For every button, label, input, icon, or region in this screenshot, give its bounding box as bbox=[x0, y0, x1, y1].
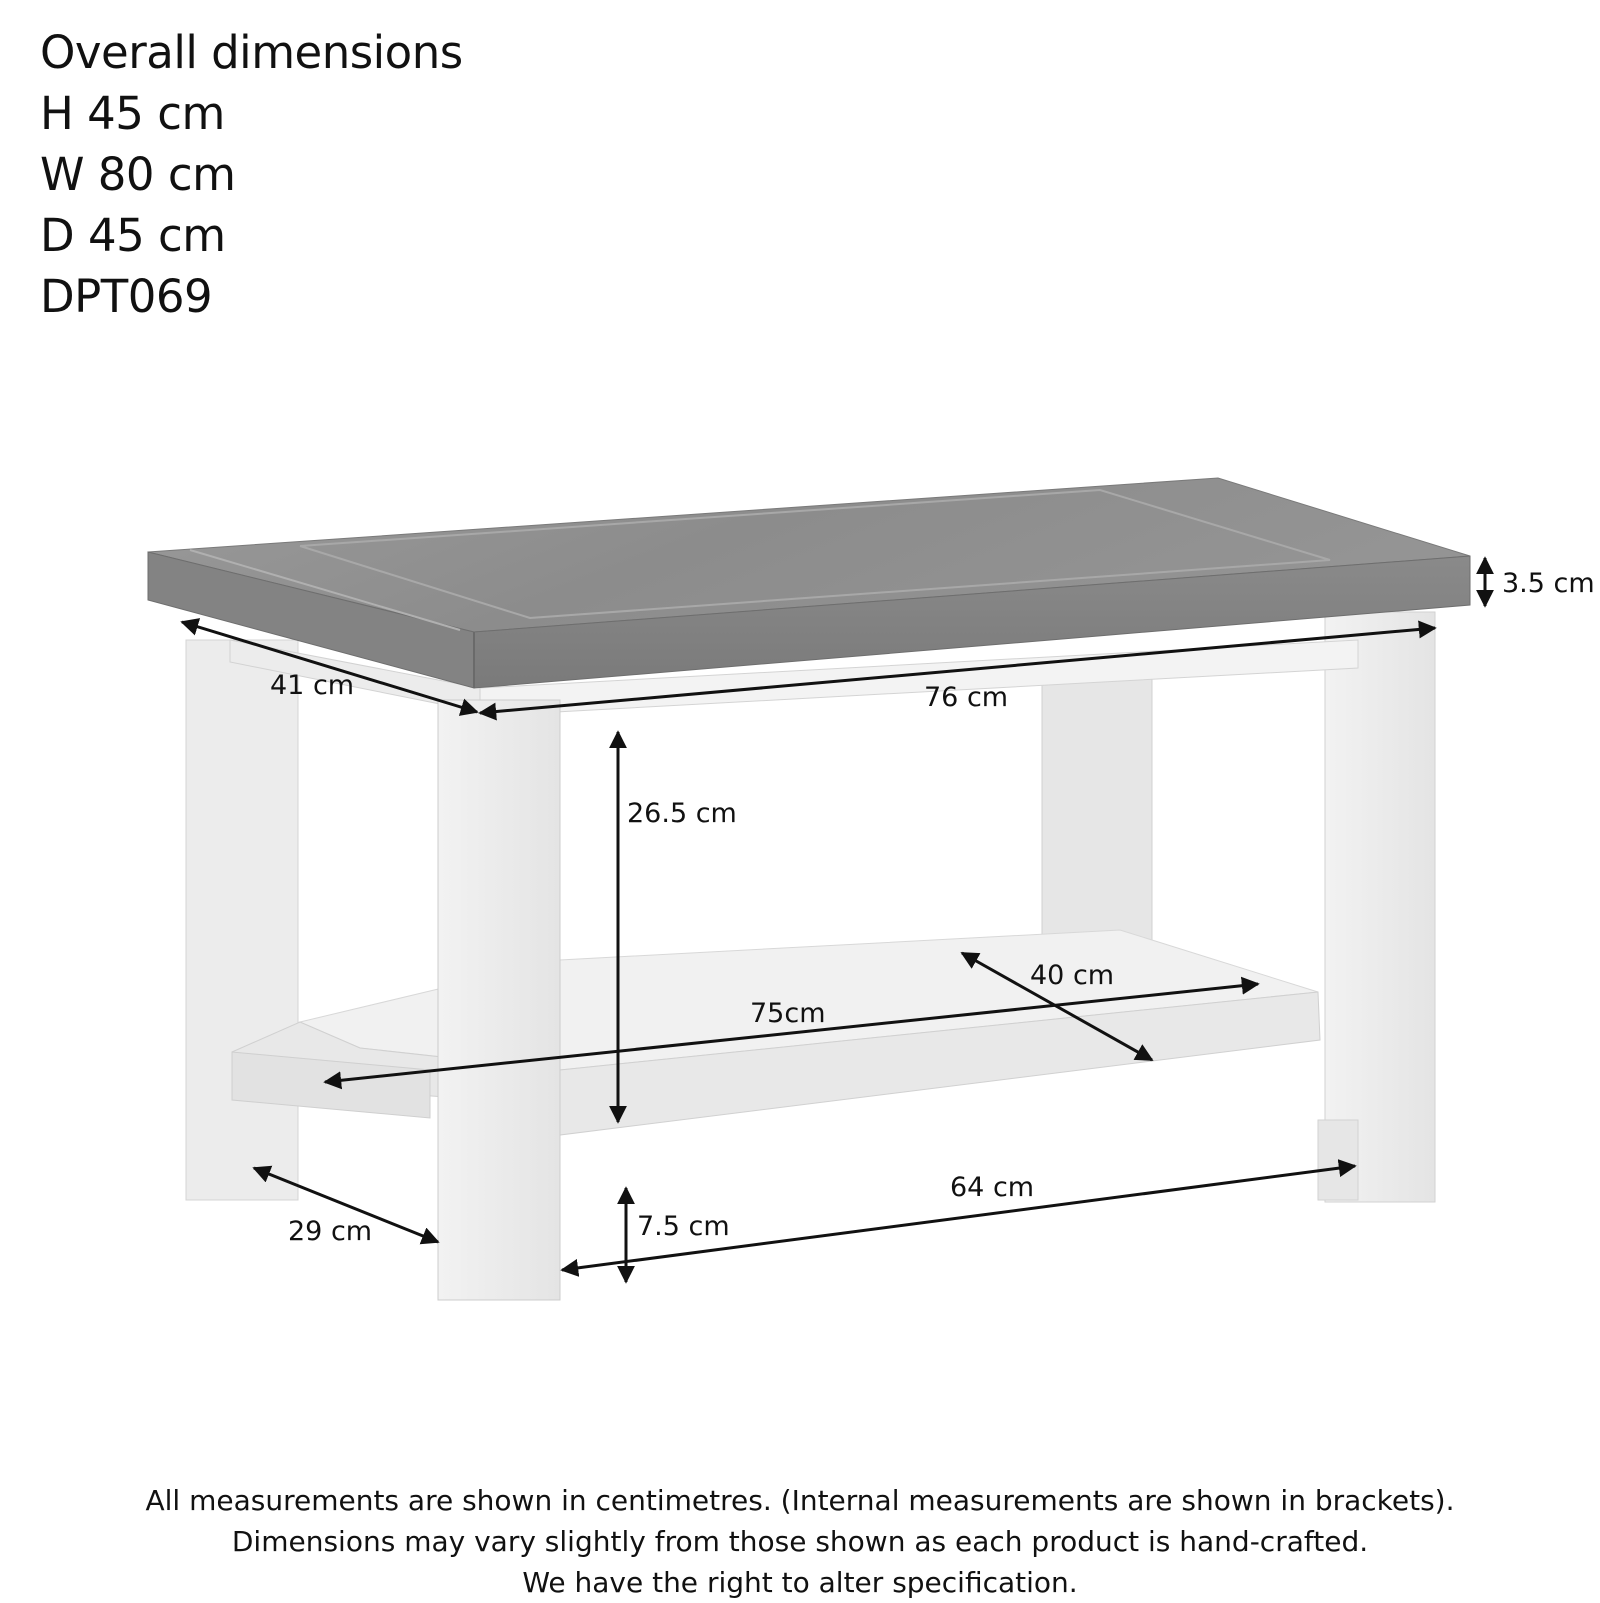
label-leg-depth-span: 29 cm bbox=[288, 1216, 373, 1247]
footer-note-measurements: All measurements are shown in centimetres. (Internal measurements are shown in brackets). bbox=[145, 1484, 1455, 1517]
overall-height: H 45 cm bbox=[40, 87, 225, 140]
label-leg-width-span: 64 cm bbox=[950, 1172, 1035, 1203]
product-code: DPT069 bbox=[40, 270, 213, 323]
back-right-leg bbox=[1042, 660, 1152, 950]
lower-shelf bbox=[232, 930, 1320, 1135]
label-shelf-depth: 40 cm bbox=[1030, 960, 1115, 991]
label-top-depth: 41 cm bbox=[270, 670, 355, 701]
label-ground-clearance: 7.5 cm bbox=[637, 1211, 730, 1242]
overall-width: W 80 cm bbox=[40, 148, 236, 201]
label-shelf-width: 75cm bbox=[750, 998, 826, 1029]
label-top-thickness: 3.5 cm bbox=[1502, 568, 1595, 599]
label-top-width: 76 cm bbox=[924, 682, 1009, 713]
front-left-leg bbox=[438, 700, 560, 1300]
footer-note-handcrafted: Dimensions may vary slightly from those shown as each product is hand-crafted. bbox=[231, 1525, 1369, 1558]
label-shelf-clearance: 26.5 cm bbox=[627, 798, 737, 829]
footer-notes bbox=[0, 1480, 1600, 1603]
back-left-leg bbox=[186, 640, 298, 1200]
overall-depth: D 45 cm bbox=[40, 209, 226, 262]
front-right-leg bbox=[1318, 612, 1435, 1202]
overall-dimensions-title: Overall dimensions bbox=[40, 26, 463, 79]
footer-note-specification: We have the right to alter specification. bbox=[522, 1566, 1078, 1599]
